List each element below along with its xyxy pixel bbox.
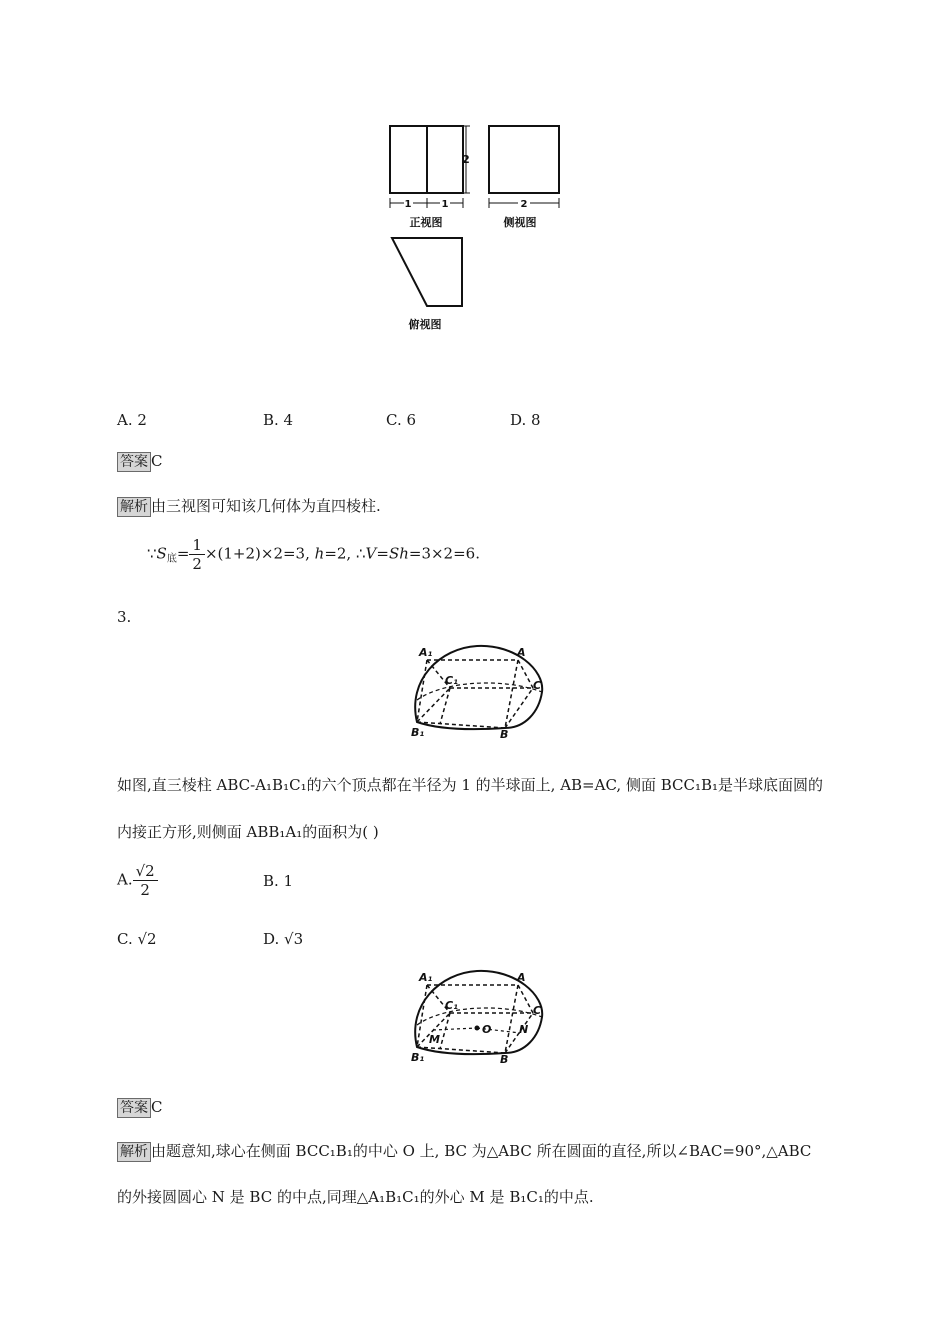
formula-s: S (156, 544, 167, 563)
q2-answer (117, 452, 162, 472)
label-c1: C₁ (445, 674, 458, 687)
formula-h-eq: =2, ∴ (324, 544, 366, 563)
dim-w1: 1 (404, 199, 412, 210)
label-b: B (500, 728, 509, 740)
q2-option-a: A. 2 (117, 411, 147, 429)
q3-analysis-line-2: 的外接圆圆心 N 是 BC 的中点,同理△A₁B₁C₁的外心 M 是 B₁C₁的中点. (117, 1188, 594, 1206)
answer-value: C (151, 452, 163, 470)
analysis-text-1: 由题意知,球心在侧面 BCC₁B₁的中心 O 上, BC 为△ABC 所在圆面的直径,所以∠BAC=90°,△ABC (151, 1142, 812, 1160)
label-a1: A₁ (419, 971, 433, 984)
label-n: N (519, 1023, 529, 1036)
hemisphere-drawing-1 (405, 640, 555, 740)
label-c: C (533, 1004, 542, 1017)
three-view-figure (380, 118, 580, 338)
hemisphere-figure-1 (405, 640, 555, 740)
label-c: C (533, 679, 542, 692)
answer-tag: 答案 (117, 1098, 151, 1118)
q2-analysis (117, 495, 381, 517)
formula-because: ∵ (147, 544, 157, 563)
hemisphere-drawing-2 (405, 965, 555, 1065)
label-b1: B₁ (411, 1051, 425, 1064)
label-b: B (500, 1053, 509, 1065)
q2-option-b: B. 4 (263, 411, 294, 429)
formula-sub: 底 (166, 553, 177, 565)
label-c1: C₁ (445, 999, 458, 1012)
formula-tail: =3×2=6. (408, 544, 480, 563)
label-a: A (517, 646, 526, 659)
label-o: O (482, 1023, 492, 1036)
fraction-numerator: 1 (189, 536, 205, 555)
fraction-denominator: 2 (192, 555, 202, 573)
formula-fraction (189, 536, 205, 573)
label-b1: B₁ (411, 726, 425, 739)
q3-number: 3. (117, 608, 132, 626)
label-a1: A₁ (419, 646, 433, 659)
three-view-drawing (380, 118, 580, 338)
answer-value: C (151, 1098, 163, 1116)
label-a: A (517, 971, 526, 984)
dim-w2: 1 (441, 199, 449, 210)
q3-answer (117, 1098, 162, 1118)
formula-v: V (365, 544, 377, 563)
q2-option-c: C. 6 (386, 411, 417, 429)
front-view-label: 正视图 (409, 216, 443, 229)
analysis-tag: 解析 (117, 497, 151, 517)
side-view-label: 侧视图 (503, 216, 537, 229)
formula-v-eq: = (376, 544, 389, 563)
analysis-text: 由三视图可知该几何体为直四棱柱. (151, 497, 381, 515)
q2-formula (147, 536, 480, 573)
q3-analysis-line-1 (117, 1140, 811, 1162)
dim-height: 2 (462, 153, 470, 166)
option-a-prefix: A. (117, 870, 133, 889)
option-a-denominator: 2 (140, 881, 150, 899)
q3-option-a (117, 862, 158, 899)
q3-option-c: C. √2 (117, 930, 157, 948)
q2-option-d: D. 8 (510, 411, 541, 429)
hemisphere-figure-2 (405, 965, 555, 1065)
q3-option-d: D. √3 (263, 930, 304, 948)
top-view-label: 俯视图 (408, 318, 442, 331)
dim-side: 2 (520, 199, 528, 210)
formula-eq1: = (176, 544, 190, 563)
formula-h: h (314, 544, 325, 563)
analysis-tag: 解析 (117, 1142, 151, 1162)
q3-option-b: B. 1 (263, 872, 294, 890)
label-m: M (429, 1033, 440, 1046)
formula-sh: Sh (388, 544, 409, 563)
option-a-numerator: √2 (133, 862, 158, 881)
option-a-fraction (133, 862, 158, 899)
formula-rest: ×(1+2)×2=3, (204, 544, 315, 563)
q3-stem-line-2: 内接正方形,则侧面 ABB₁A₁的面积为( ) (117, 823, 379, 841)
q3-stem-line-1: 如图,直三棱柱 ABC-A₁B₁C₁的六个顶点都在半径为 1 的半球面上, AB=AC, 侧面 BCC₁B₁是半球底面圆的 (117, 776, 824, 794)
answer-tag: 答案 (117, 452, 151, 472)
